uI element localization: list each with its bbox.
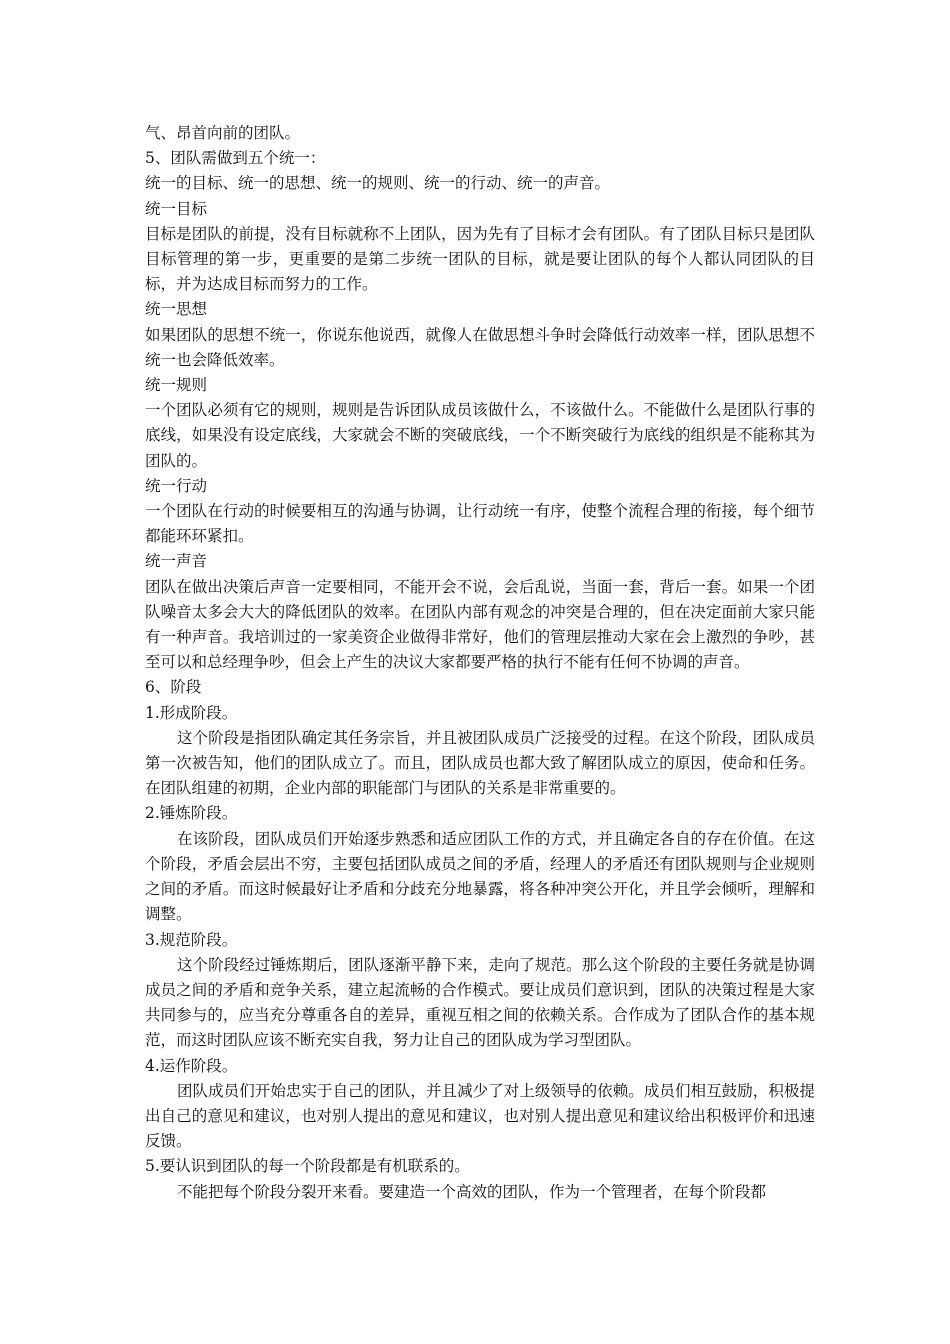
paragraph: 这个阶段是指团队确定其任务宗旨，并且被团队成员广泛接受的过程。在这个阶段，团队成员第一次被告知，他们的团队成立了。而且，团队成员也都大致了解团队成立的原因，使命和任务。在团队组建的初期，企业内部的职能部门与团队的关系是非常重要的。 — [145, 728, 815, 798]
paragraph: 团队成员们开始忠实于自己的团队，并且减少了对上级领导的依赖。成员们相互鼓励，积极提出自己的意见和建议，也对别人提出的意见和建议，也对别人提出意见和建议给出积极评价和迅速反馈。 — [145, 1081, 815, 1151]
paragraph: 一个团队在行动的时候要相互的沟通与协调，让行动统一有序，使整个流程合理的衔接，每个细节都能环环紧扣。 — [145, 502, 815, 546]
subheading: 统一规则 — [145, 376, 208, 395]
paragraph: 如果团队的思想不统一，你说东他说西，就像人在做思想斗争时会降低行动效率一样，团队思想不统一也会降低效率。 — [145, 325, 815, 369]
paragraph: 团队在做出决策后声音一定要相同，不能开会不说，会后乱说，当面一套，背后一套。如果一个团队噪音太多会大大的降低团队的效率。在团队内部有观念的冲突是合理的，但在决定面前大家只能有一种声音。我培训过的一家美资企业做得非常好，他们的管理层推动大家在会上激烈的争吵，甚至可以和总经理争吵，但会上产生的决议大家都要严格的执行不能有任何不协调的声音。 — [145, 577, 815, 672]
paragraph: 统一的目标、统一的思想、统一的规则、统一的行动、统一的声音。 — [145, 174, 611, 193]
subheading: 统一声音 — [145, 552, 208, 571]
subheading: 1.形成阶段。 — [145, 703, 238, 722]
paragraph: 在该阶段，团队成员们开始逐步熟悉和适应团队工作的方式，并且确定各自的存在价值。在这个阶段，矛盾会层出不穷，主要包括团队成员之间的矛盾，经理人的矛盾还有团队规则与企业规则之间的矛盾。而这时候最好让矛盾和分歧充分地暴露，将各种冲突公开化，并且学会倾听，理解和调整。 — [145, 829, 815, 924]
subheading: 统一目标 — [145, 199, 208, 218]
subheading: 3.规范阶段。 — [145, 930, 238, 949]
subheading: 4.运作阶段。 — [145, 1056, 238, 1075]
section-heading: 5、团队需做到五个统一： — [145, 149, 326, 168]
section-heading: 6、阶段 — [145, 678, 202, 697]
subheading: 2.锤炼阶段。 — [145, 804, 238, 823]
paragraph: 不能把每个阶段分裂开来看。要建造一个高效的团队，作为一个管理者，在每个阶段都 — [177, 1182, 767, 1201]
paragraph: 气、昂首向前的团队。 — [145, 124, 301, 142]
document-body — [145, 121, 815, 1205]
subheading: 统一行动 — [145, 476, 208, 495]
subheading: 统一思想 — [145, 300, 208, 319]
paragraph: 这个阶段经过锤炼期后，团队逐渐平静下来，走向了规范。那么这个阶段的主要任务就是协调成员之间的矛盾和竞争关系，建立起流畅的合作模式。要让成员们意识到，团队的决策过程是大家共同参与的，应当充分尊重各自的差异，重视互相之间的依赖关系。合作成为了团队合作的基本规范，而这时团队应该不断充实自我，努力让自己的团队成为学习型团队。 — [145, 955, 815, 1050]
paragraph: 一个团队必须有它的规则，规则是告诉团队成员该做什么，不该做什么。不能做什么是团队行事的底线，如果没有设定底线，大家就会不断的突破底线，一个不断突破行为底线的组织是不能称其为团队的。 — [145, 401, 815, 470]
paragraph: 目标是团队的前提，没有目标就称不上团队，因为先有了目标才会有团队。有了团队目标只是团队目标管理的第一步，更重要的是第二步统一团队的目标，就是要让团队的每个人都认同团队的目标，并为达成目标而努力的工作。 — [145, 224, 815, 294]
subheading: 5.要认识到团队的每一个阶段都是有机联系的。 — [145, 1157, 470, 1176]
